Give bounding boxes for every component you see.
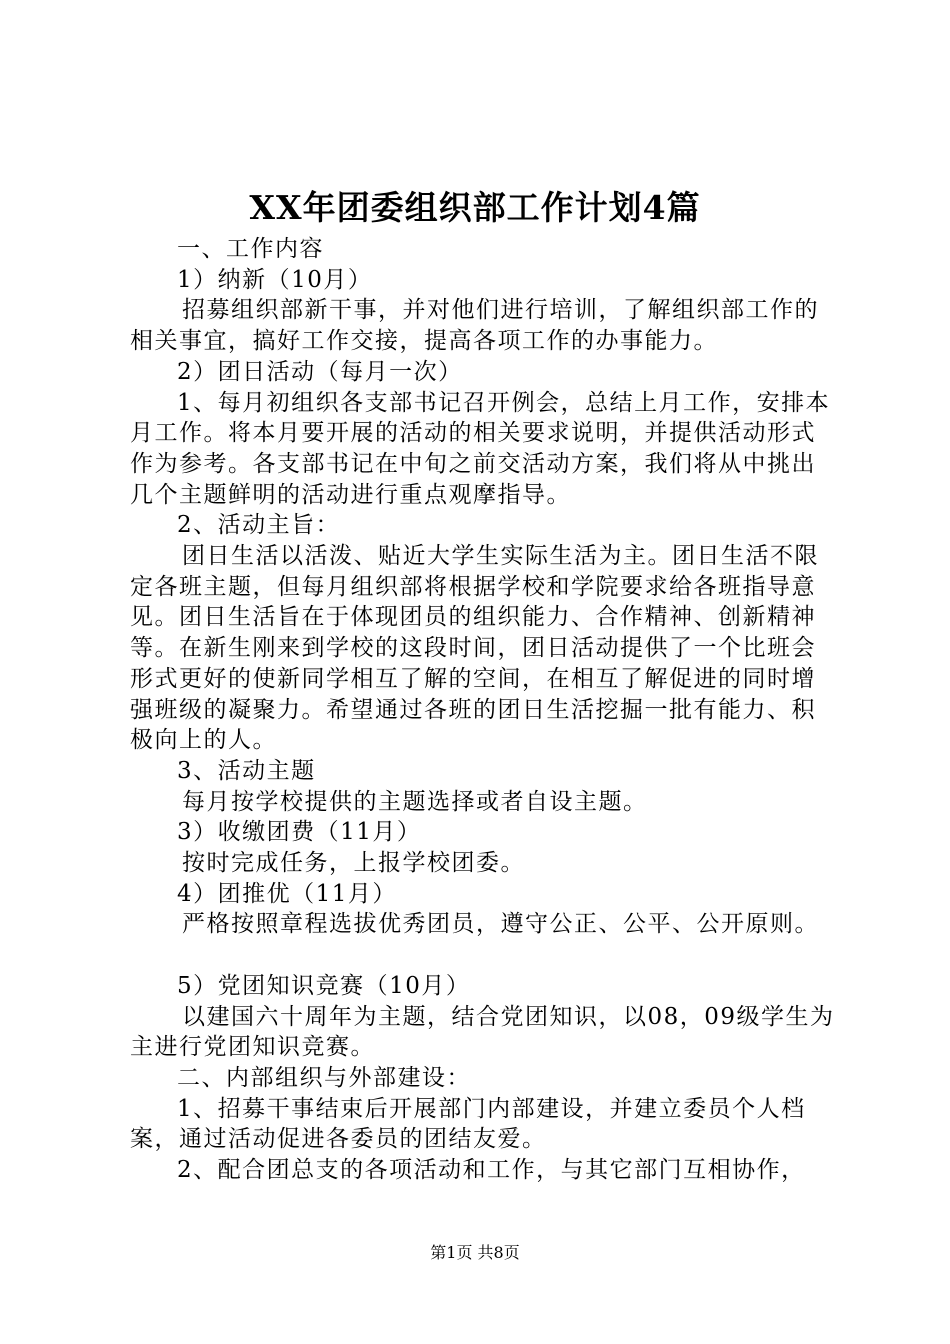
paragraph: 5）党团知识竞赛（10月） bbox=[177, 972, 471, 999]
page-title: XX年团委组织部工作计划4篇 bbox=[249, 188, 701, 227]
document-body bbox=[130, 234, 836, 1186]
paragraph: 1、招募干事结束后开展部门内部建设，并建立委员个人档案，通过活动促进各委员的团结友爱。 bbox=[130, 1095, 806, 1153]
paragraph: 1）纳新（10月） bbox=[177, 266, 373, 293]
paragraph: 招募组织部新干事，并对他们进行培训，了解组织部工作的相关事宜，搞好工作交接，提高各项工作的办事能力。 bbox=[130, 297, 819, 355]
paragraph: 1、每月初组织各支部书记召开例会，总结上月工作，安排本月工作。将本月要开展的活动的相关要求说明，并提供活动形式作为参考。各支部书记在中旬之前交活动方案，我们将从中挑出几个主题鲜明的活动进行重点观摩指导。 bbox=[130, 389, 831, 508]
paragraph: 3）收缴团费（11月） bbox=[177, 819, 422, 846]
paragraph: 2、配合团总支的各项活动和工作，与其它部门互相协作， bbox=[177, 1157, 806, 1184]
paragraph: 二、内部组织与外部建设： bbox=[177, 1064, 471, 1091]
paragraph: 每月按学校提供的主题选择或者自设主题。 bbox=[182, 788, 648, 815]
paragraph: 团日生活以活泼、贴近大学生实际生活为主。团日生活不限定各班主题，但每月组织部将根据学校和学院要求给各班指导意见。团日生活旨在于体现团员的组织能力、合作精神、创新精神等。在新生刚来到学校的这段时间，团日活动提供了一个比班会形式更好的使新同学相互了解的空间，在相互了解促进的同时增强班级的凝聚力。希望通过各班的团日生活挖掘一批有能力、积极向上的人。 bbox=[130, 543, 819, 754]
paragraph: 3、活动主题 bbox=[177, 757, 316, 784]
paragraph: 按时完成任务，上报学校团委。 bbox=[182, 850, 525, 877]
paragraph: 以建国六十周年为主题，结合党团知识，以08，09级学生为主进行党团知识竞赛。 bbox=[130, 1003, 835, 1061]
paragraph: 4）团推优（11月） bbox=[177, 880, 397, 907]
paragraph: 2）团日活动（每月一次） bbox=[177, 358, 463, 385]
page-footer: 第1页 共8页 bbox=[430, 1243, 520, 1262]
paragraph-blank bbox=[130, 940, 836, 971]
paragraph: 严格按照章程选拔优秀团员，遵守公正、公平、公开原则。 bbox=[182, 911, 819, 938]
paragraph: 2、活动主旨： bbox=[177, 512, 341, 539]
paragraph: 一、工作内容 bbox=[177, 236, 324, 262]
